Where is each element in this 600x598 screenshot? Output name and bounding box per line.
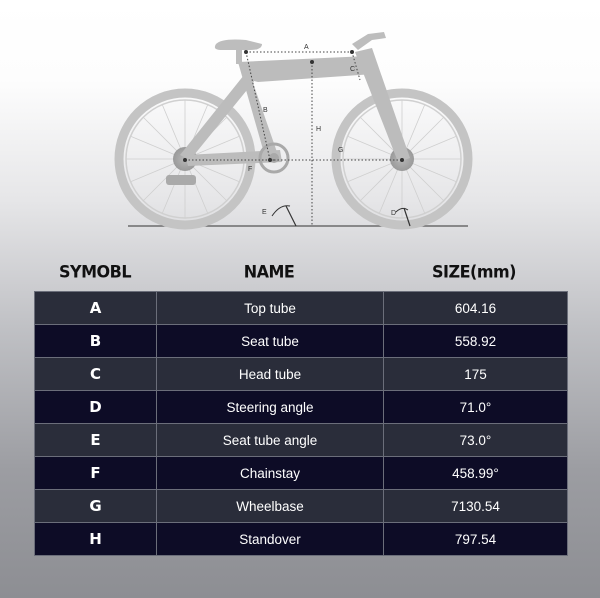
table-row bbox=[35, 292, 568, 325]
handlebar bbox=[352, 32, 386, 50]
row-symbol: E bbox=[35, 424, 157, 457]
label-b: B bbox=[263, 107, 268, 114]
row-size: 558.92 bbox=[384, 325, 568, 358]
label-h: H bbox=[316, 126, 322, 133]
table-row bbox=[35, 457, 568, 490]
table-header bbox=[34, 262, 566, 288]
table-row bbox=[35, 325, 568, 358]
header-symbol: SYMOBL bbox=[58, 261, 132, 282]
row-symbol: B bbox=[35, 325, 157, 358]
label-e: E bbox=[262, 209, 267, 216]
table-row bbox=[35, 523, 568, 556]
row-name: Top tube bbox=[157, 292, 384, 325]
label-d: D bbox=[391, 210, 397, 217]
row-symbol: G bbox=[35, 490, 157, 523]
row-size: 604.16 bbox=[384, 292, 568, 325]
row-size: 797.54 bbox=[384, 523, 568, 556]
row-name: Seat tube bbox=[157, 325, 384, 358]
geometry-table bbox=[34, 291, 568, 556]
label-g: G bbox=[338, 147, 344, 154]
row-size: 175 bbox=[384, 358, 568, 391]
row-symbol: C bbox=[35, 358, 157, 391]
table-row bbox=[35, 358, 568, 391]
bike-illustration bbox=[0, 0, 600, 240]
label-c: C bbox=[350, 66, 356, 73]
row-symbol: H bbox=[35, 523, 157, 556]
label-f: F bbox=[248, 166, 253, 173]
table-row bbox=[35, 490, 568, 523]
row-size: 7130.54 bbox=[384, 490, 568, 523]
row-name: Head tube bbox=[157, 358, 384, 391]
row-symbol: D bbox=[35, 391, 157, 424]
row-size: 458.99° bbox=[384, 457, 568, 490]
header-name: NAME bbox=[243, 261, 295, 282]
bike-geometry-diagram bbox=[0, 0, 600, 240]
row-symbol: A bbox=[35, 292, 157, 325]
row-name: Seat tube angle bbox=[157, 424, 384, 457]
row-name: Standover bbox=[157, 523, 384, 556]
row-symbol: F bbox=[35, 457, 157, 490]
label-a: A bbox=[304, 44, 309, 51]
row-size: 71.0° bbox=[384, 391, 568, 424]
row-name: Chainstay bbox=[157, 457, 384, 490]
table-row bbox=[35, 391, 568, 424]
row-name: Wheelbase bbox=[157, 490, 384, 523]
header-size: SIZE(mm) bbox=[432, 261, 516, 282]
row-name: Steering angle bbox=[157, 391, 384, 424]
table-row bbox=[35, 424, 568, 457]
row-size: 73.0° bbox=[384, 424, 568, 457]
